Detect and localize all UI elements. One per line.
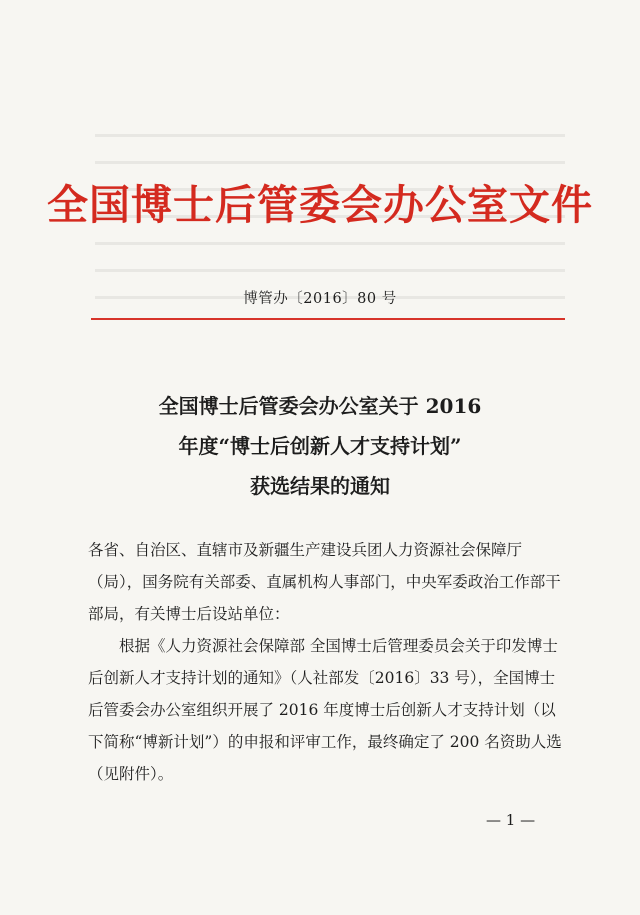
notice-title-line-2: 年度“博士后创新人才支持计划” [178, 434, 462, 458]
document-number: 博管办〔2016〕80 号 [243, 291, 397, 307]
notice-title-line-3: 获选结果的通知 [250, 474, 390, 498]
notice-title [0, 386, 640, 506]
document-header-title: 全国博士后管委会办公室文件 [47, 181, 593, 229]
addressee-paragraph: 各省、自治区、直辖市及新疆生产建设兵团人力资源社会保障厅（局），国务院有关部委、直属机构人事部门，中央军委政治工作部干部局，有关博士后设站单位： [88, 541, 561, 623]
notice-title-line-1: 全国博士后管委会办公室关于 2016 [158, 394, 482, 418]
page-number: — 1 — [486, 811, 536, 829]
notice-body [88, 534, 564, 790]
body-paragraph-1: 根据《人力资源社会保障部 全国博士后管理委员会关于印发博士后创新人才支持计划的通知》（人社部发〔2016〕33 号），全国博士后管委会办公室组织开展了 2016 年度博士后创新人才支持计划（以下简称“博新计划”）的申报和评审工作，最终确定了 200 名资助人选（见附件）。 [88, 637, 562, 783]
red-divider-line [91, 318, 565, 320]
